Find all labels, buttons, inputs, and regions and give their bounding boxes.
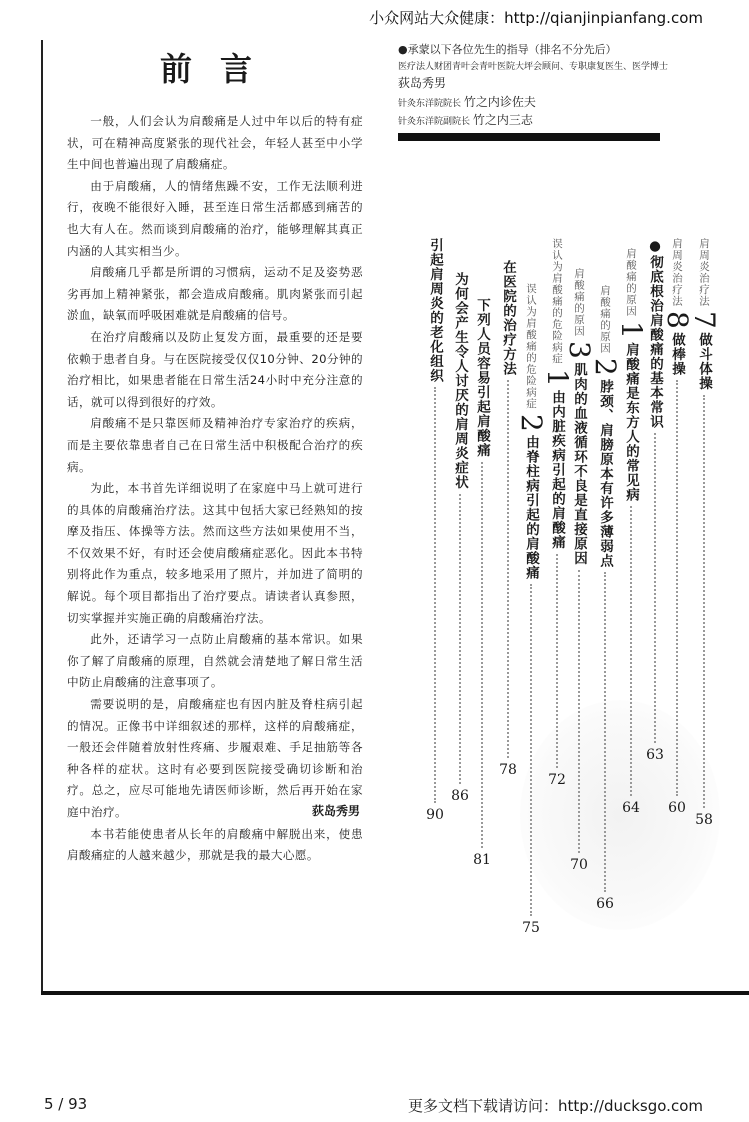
dotted-leader (507, 380, 509, 758)
toc-entry[interactable] (615, 248, 648, 816)
toc-title: 脖颈、肩膀原本有许多薄弱点 (597, 379, 613, 569)
toc-title: 由脊柱病引起的肩酸痛 (523, 435, 539, 581)
toc-title: 在医院的治疗方法 (500, 260, 516, 376)
toc-entry-text (661, 238, 694, 377)
toc-section-label: 肩周炎治疗法 (671, 238, 683, 307)
preface-body (67, 111, 363, 867)
toc-section-label: 误认为肩酸痛的危险病症 (525, 283, 537, 410)
toc-item-number: 8 (661, 311, 694, 329)
credit-role: 医疗法人财团青叶会青叶医院大坪会顾问、专职康复医生、医学博士 (398, 61, 669, 72)
paragraph: 此外，还请学习一点防止肩酸痛的基本常识。如果你了解了肩酸痛的原理，自然就会清楚地了解日常生活中防止肩酸痛的注意事项了。 (67, 632, 363, 690)
toc-item-number: 3 (563, 341, 596, 359)
toc-item-number: 7 (688, 311, 721, 329)
credit-name: 竹之内诊佐夫 (463, 94, 536, 109)
credit-line (398, 94, 668, 113)
page-border-left (41, 40, 43, 995)
toc-entry-text (497, 260, 519, 376)
toc-page-number: 90 (426, 807, 444, 823)
toc-entry[interactable] (496, 260, 520, 778)
toc-title: 肩酸痛是东方人的常见病 (623, 342, 639, 503)
toc-title: 由内脏疾病引起的肩酸痛 (549, 390, 565, 550)
black-divider-bar (398, 133, 660, 141)
paragraph: 在治疗肩酸痛以及防止复发方面，最重要的还是要依赖于患者自身。与在医院接受仅仅10分钟、20分钟的治疗相比，如果患者能在日常生活24小时中充分注意的话，就可以得到很好的疗效。 (67, 329, 363, 409)
toc-title: 下列人员容易引起肩酸痛 (474, 298, 490, 458)
toc-page-number: 64 (622, 800, 640, 816)
dotted-leader (630, 506, 632, 796)
toc-entry[interactable] (563, 268, 596, 873)
toc-entry-text (589, 285, 622, 569)
toc-page-number: 60 (668, 800, 686, 816)
toc-title: 为何会产生令人讨厌的肩周炎症状 (452, 272, 468, 490)
toc-entry[interactable] (448, 272, 472, 804)
paragraph: 本书若能使患者从长年的肩酸痛中解脱出来，使患肩酸痛症的人越来越少，那就是我的最大心愿。 (67, 826, 363, 863)
toc-page-number: 72 (548, 772, 566, 788)
dotted-leader (703, 395, 705, 808)
credit-name: 竹之内三志 (472, 113, 533, 127)
dotted-leader (434, 387, 436, 803)
toc-entry[interactable] (661, 238, 694, 816)
site-header: 小众网站大众健康：http://qianjinpianfang.com (369, 9, 703, 27)
footer-link[interactable]: 更多文档下载请访问：http://ducksgo.com (408, 1097, 703, 1115)
toc-page-number: 81 (473, 852, 491, 868)
dotted-leader (530, 584, 532, 916)
credit-name: 荻岛秀男 (398, 76, 447, 90)
paragraph: 由于肩酸痛，人的情绪焦躁不安，工作无法顺利进行，夜晚不能很好入睡，甚至连日常生活都感到痛苦的也大有人在。然而谈到肩酸痛的治疗，能够理解其真正内涵的人其实相当少。 (67, 178, 363, 258)
toc-section-label: 误认为肩酸痛的危险病症 (551, 238, 563, 365)
toc-title: 做斗体操 (696, 332, 712, 391)
toc-entry-text (515, 283, 548, 581)
toc-page-number: 86 (451, 788, 469, 804)
toc-entry-text (541, 238, 574, 550)
toc-entry-text (688, 238, 721, 391)
toc-entry[interactable] (515, 283, 548, 936)
toc-entry[interactable] (643, 238, 667, 763)
toc-entry[interactable] (423, 238, 447, 823)
toc-page-number: 75 (522, 920, 540, 936)
paragraph: 需要说明的是，肩酸痛症也有因内脏及脊柱病引起的情况。正像书中详细叙述的那样，这样的肩酸痛症，一般还会伴随着放射性疼痛、步履艰难、手足抽筋等各种各样的症状。这时有必要到医院接受确切诊断和治疗。总之，应尽可能地先请医师诊断，然后再开始在家庭中治疗。 (67, 697, 363, 819)
dotted-leader (578, 570, 580, 853)
acknowledgements-lead: ●承蒙以下各位先生的指导（排名不分先后） (398, 43, 617, 56)
toc-item-number: 2 (589, 358, 622, 376)
credit-role: 针灸东洋院院长 (398, 98, 462, 109)
toc-section-label: 肩周炎治疗法 (698, 238, 710, 307)
toc-entry[interactable] (589, 285, 622, 912)
page-indicator: 5 / 93 (44, 1095, 88, 1113)
toc-entry[interactable] (541, 238, 574, 788)
credit-role: 针灸东洋院副院长 (398, 117, 471, 127)
toc-entry-text (615, 248, 648, 503)
dotted-leader (604, 572, 606, 892)
dotted-leader (459, 494, 461, 785)
author-signature: 荻岛秀男 (312, 804, 361, 818)
paragraph: 一般，人们会认为肩酸痛是人过中年以后的特有症状，可在精神高度紧张的现代社会，年轻人甚至中小学生中间也普遍出现了肩酸痛症。 (67, 114, 363, 172)
page-title: 前言 (160, 50, 281, 88)
toc-entry[interactable] (470, 298, 494, 868)
toc-page-number: 70 (570, 857, 588, 873)
toc-item-number: 2 (515, 413, 548, 432)
toc-entry-text (449, 272, 471, 490)
toc-item-number: 1 (615, 321, 648, 339)
toc-title: 肌肉的血液循环不良是直接原因 (571, 362, 587, 566)
toc-entry[interactable] (688, 238, 721, 828)
toc-title: 做棒操 (669, 332, 685, 377)
dotted-leader (654, 433, 656, 743)
toc-entry-text (424, 238, 446, 383)
acknowledgements (398, 42, 668, 141)
credit-line (398, 112, 668, 131)
toc-entry-text (563, 268, 596, 566)
toc-page-number: 58 (695, 812, 713, 828)
credit-line (398, 59, 668, 94)
toc-section-label: 肩酸痛的原因 (599, 285, 611, 354)
paragraph: 肩酸痛不是只靠医师及精神治疗专家治疗的疾病，而是主要依靠患者自己在日常生活中积极配合治疗的疾病。 (67, 416, 363, 474)
dotted-leader (676, 380, 678, 796)
toc-page-number: 78 (499, 762, 517, 778)
dotted-leader (481, 462, 483, 849)
toc-section-label: 肩酸痛的原因 (573, 268, 585, 337)
dotted-leader (556, 554, 558, 768)
paragraph: 肩酸痛几乎都是所谓的习惯病，运动不足及姿势恶劣再加上精神紧张，都会造成肩酸痛。肌肉紧张而引起淤血，缺氧而呼吸困难就是肩酸痛的信号。 (67, 265, 363, 323)
toc-title: ●彻底根治肩酸痛的基本常识 (647, 238, 663, 429)
page-border-bottom (41, 991, 749, 995)
toc-item-number: 1 (541, 368, 574, 387)
toc-page-number: 66 (596, 896, 614, 912)
toc-page-number: 63 (646, 747, 664, 763)
paragraph: 为此，本书首先详细说明了在家庭中马上就可进行的具体的肩酸痛治疗法。这其中包括大家已经熟知的按摩及指压、体操等方法。然而这些方法如果使用不当，不仅效果不好，有时还会使肩酸痛症恶化。因此本书特别将此作为重点，较多地采用了照片，并加进了简明的解说。每个项目都指出了治疗要点。请读者认真参照，切实掌握并实施正确的肩酸痛治疗法。 (67, 481, 363, 625)
toc-entry-text (471, 298, 493, 458)
toc-section-label: 肩酸痛的原因 (625, 248, 637, 317)
toc-title: 引起肩周炎的老化组织 (427, 238, 443, 383)
